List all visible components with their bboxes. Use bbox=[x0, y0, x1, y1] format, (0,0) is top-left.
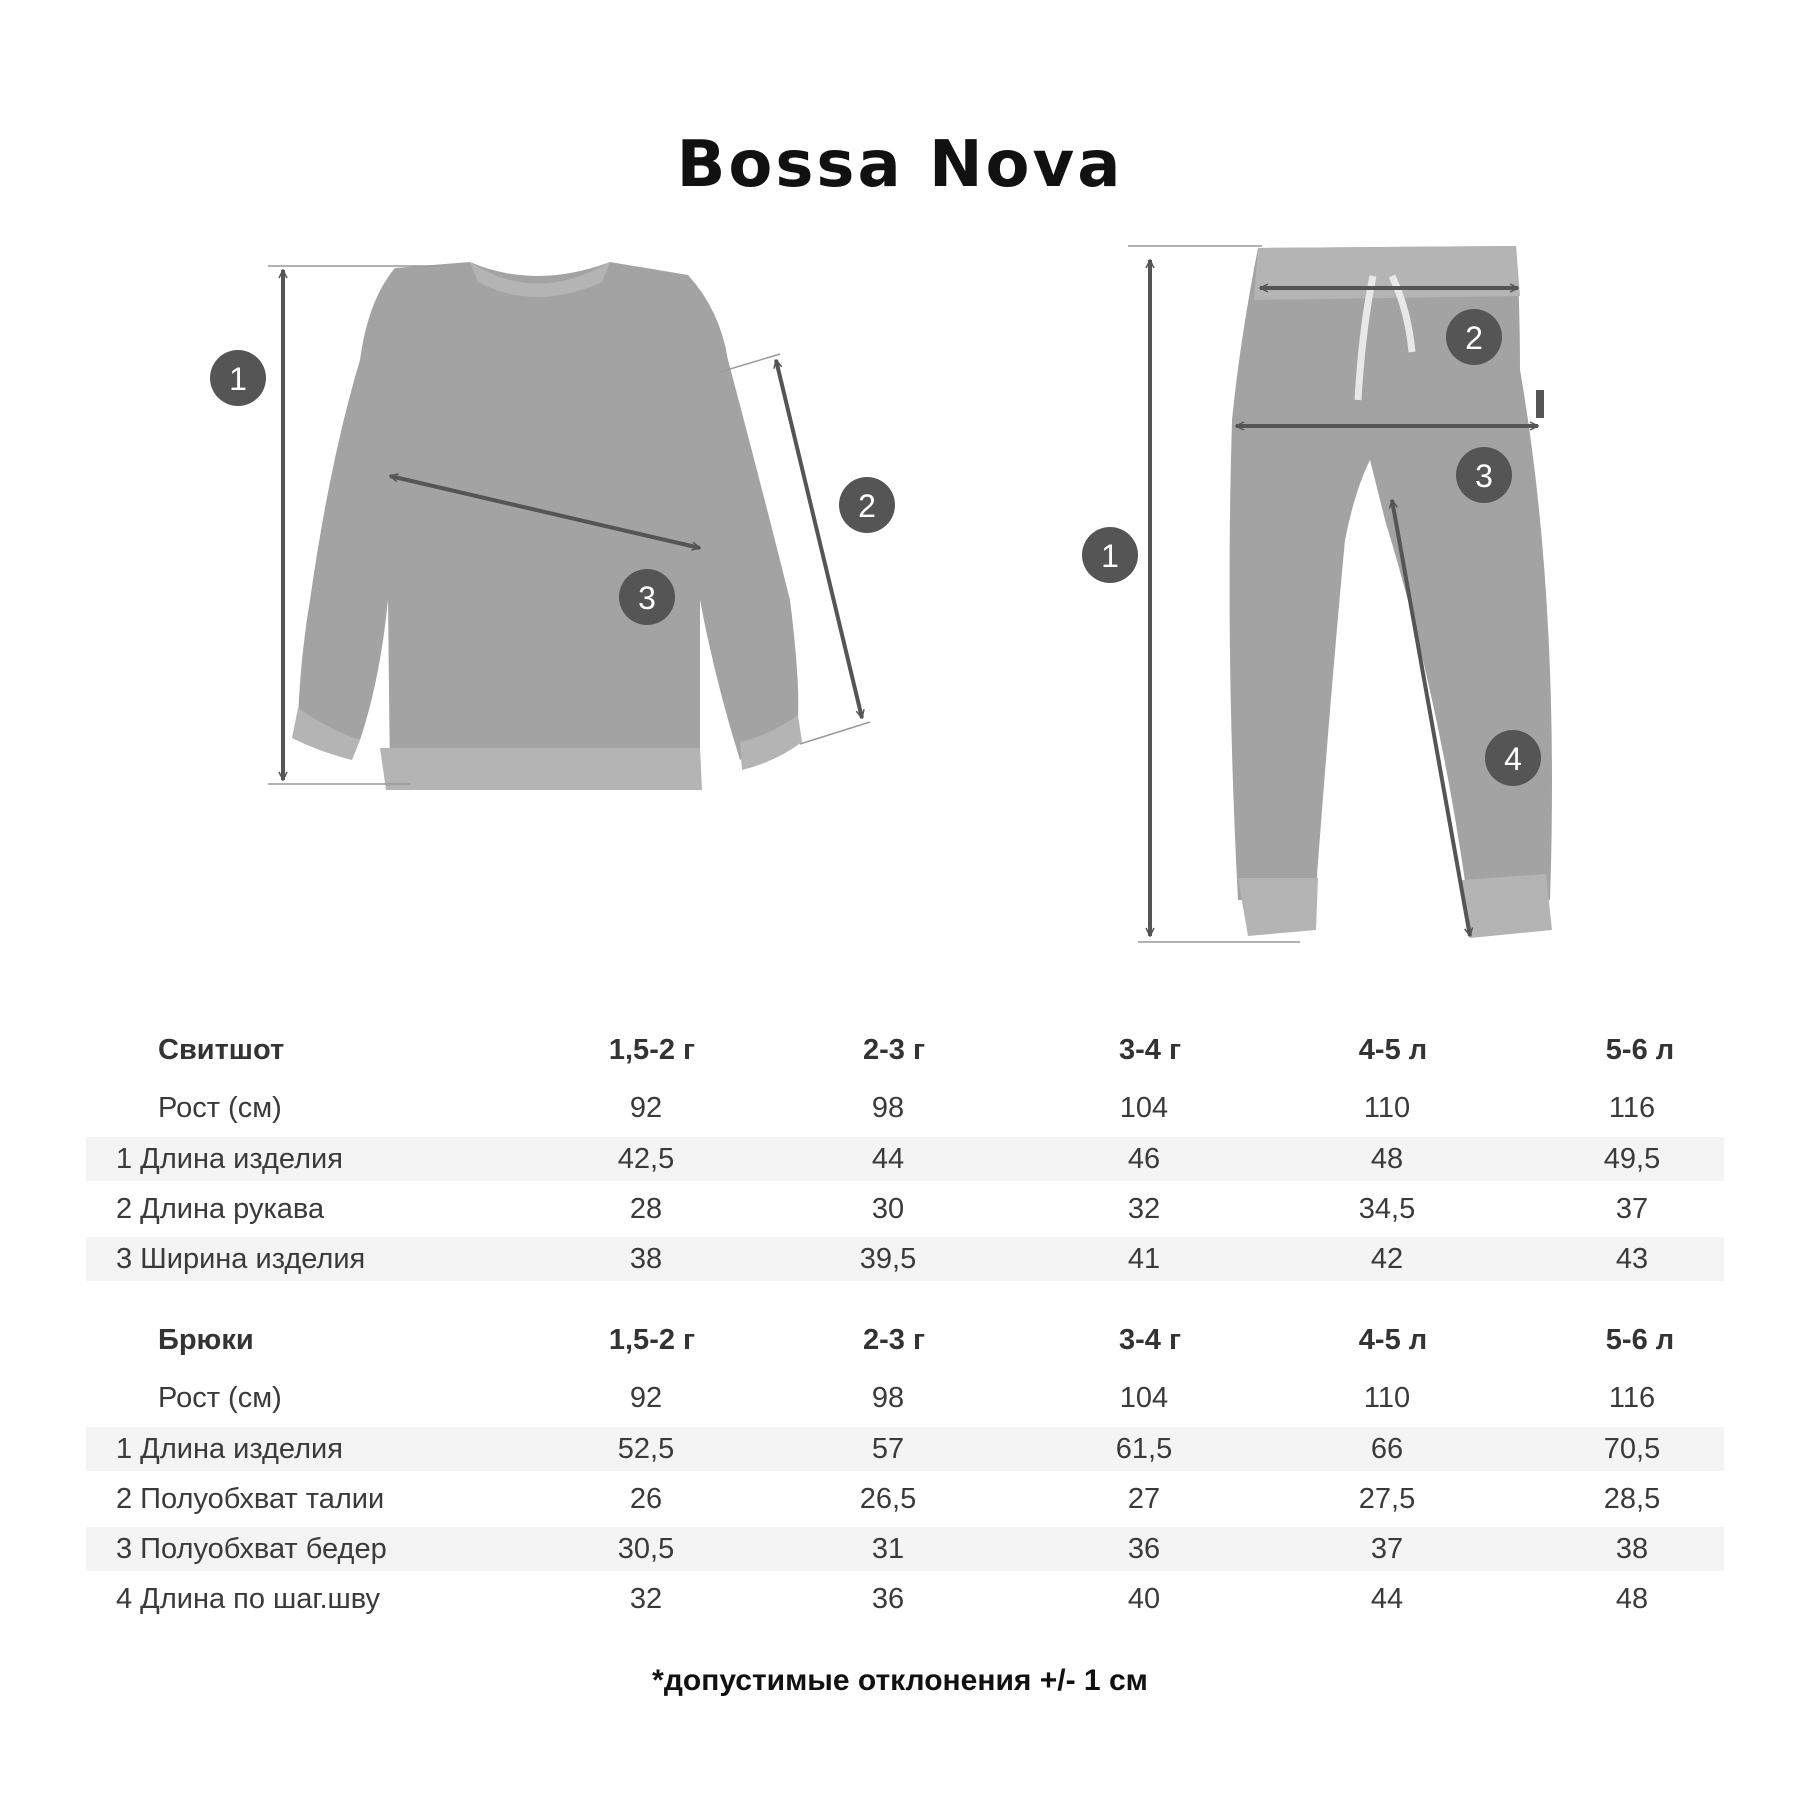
table-cell: 38 bbox=[629, 1243, 663, 1275]
badge-number: 3 bbox=[638, 580, 656, 616]
sweatshirt-image bbox=[292, 262, 802, 790]
table-cell: 66 bbox=[1370, 1433, 1404, 1465]
table-cell: 31 bbox=[871, 1533, 905, 1565]
table-row bbox=[86, 1181, 1724, 1237]
table-cell: 27 bbox=[1127, 1483, 1161, 1515]
table-cell: 42,5 bbox=[617, 1143, 675, 1175]
pants-badge-4 bbox=[1485, 730, 1541, 786]
tolerance-note: *допустимые отклонения +/- 1 см bbox=[652, 1664, 1148, 1697]
table-cell: 34,5 bbox=[1358, 1193, 1416, 1225]
table-cell: 36 bbox=[871, 1583, 905, 1615]
table-cell: 92 bbox=[629, 1092, 663, 1124]
size-header: 1,5-2 г bbox=[608, 1324, 696, 1356]
pants-height-row bbox=[86, 1369, 1724, 1427]
pants-badge-2 bbox=[1446, 309, 1502, 365]
table-row bbox=[86, 1237, 1724, 1281]
row-label: 1 Длина изделия bbox=[116, 1433, 343, 1465]
size-header: 4-5 л bbox=[1358, 1324, 1428, 1356]
table-cell: 70,5 bbox=[1603, 1433, 1661, 1465]
brand-title: Bossa Nova bbox=[676, 128, 1124, 202]
size-header: 2-3 г bbox=[862, 1324, 926, 1356]
table-cell: 32 bbox=[629, 1583, 663, 1615]
table-row bbox=[86, 1137, 1724, 1181]
size-header: 3-4 г bbox=[1118, 1034, 1182, 1066]
pants-title: Брюки bbox=[158, 1324, 254, 1356]
badge-number: 1 bbox=[1101, 538, 1119, 574]
row-label: 3 Полуобхват бедер bbox=[116, 1533, 387, 1565]
pants-header-row bbox=[86, 1311, 1724, 1369]
table-cell: 116 bbox=[1608, 1382, 1656, 1414]
table-cell: 110 bbox=[1363, 1092, 1411, 1124]
table-cell: 110 bbox=[1363, 1382, 1411, 1414]
pants-image bbox=[1230, 246, 1552, 938]
sweatshirt-badge-1 bbox=[210, 350, 266, 406]
sweatshirt-height-row bbox=[86, 1079, 1724, 1137]
table-cell: 44 bbox=[871, 1143, 905, 1175]
table-row bbox=[86, 1471, 1724, 1527]
table-cell: 28 bbox=[629, 1193, 663, 1225]
row-label: 4 Длина по шаг.шву bbox=[116, 1583, 381, 1615]
table-cell: 46 bbox=[1127, 1143, 1161, 1175]
sweatshirt-header-row bbox=[86, 1021, 1724, 1079]
sweatshirt-badge-2 bbox=[839, 477, 895, 533]
badge-number: 3 bbox=[1475, 458, 1493, 494]
table-cell: 48 bbox=[1370, 1143, 1404, 1175]
table-cell: 28,5 bbox=[1603, 1483, 1661, 1515]
sweatshirt-badge-3 bbox=[619, 569, 675, 625]
table-cell: 52,5 bbox=[617, 1433, 675, 1465]
table-cell: 104 bbox=[1119, 1092, 1169, 1124]
table-cell: 57 bbox=[871, 1433, 905, 1465]
table-cell: 48 bbox=[1615, 1583, 1649, 1615]
table-cell: 27,5 bbox=[1358, 1483, 1416, 1515]
table-cell: 36 bbox=[1127, 1533, 1161, 1565]
table-cell: 92 bbox=[629, 1382, 663, 1414]
table-cell: 43 bbox=[1615, 1243, 1649, 1275]
badge-number: 2 bbox=[858, 488, 876, 524]
badge-number: 1 bbox=[229, 361, 247, 397]
table-cell: 30 bbox=[871, 1193, 905, 1225]
pants-badge-3 bbox=[1456, 447, 1512, 503]
badge-number: 4 bbox=[1504, 741, 1522, 777]
table-row bbox=[86, 1527, 1724, 1571]
table-cell: 30,5 bbox=[617, 1533, 675, 1565]
size-header: 4-5 л bbox=[1358, 1034, 1428, 1066]
table-cell: 26,5 bbox=[859, 1483, 917, 1515]
pants-badge-1 bbox=[1082, 527, 1138, 583]
table-cell: 38 bbox=[1615, 1533, 1649, 1565]
pants-size-table bbox=[86, 1311, 1724, 1627]
row-label: 2 Полуобхват талии bbox=[116, 1483, 385, 1515]
row-label: 3 Ширина изделия bbox=[116, 1243, 366, 1275]
table-cell: 61,5 bbox=[1115, 1433, 1173, 1465]
badge-number: 2 bbox=[1465, 320, 1483, 356]
table-cell: 26 bbox=[629, 1483, 663, 1515]
table-cell: 41 bbox=[1127, 1243, 1161, 1275]
table-cell: 49,5 bbox=[1603, 1143, 1661, 1175]
row-label: Рост (см) bbox=[158, 1092, 282, 1124]
size-header: 5-6 л bbox=[1605, 1324, 1675, 1356]
table-cell: 39,5 bbox=[859, 1243, 917, 1275]
table-row bbox=[86, 1571, 1724, 1627]
table-cell: 37 bbox=[1615, 1193, 1649, 1225]
size-header: 2-3 г bbox=[862, 1034, 926, 1066]
table-cell: 40 bbox=[1127, 1583, 1161, 1615]
table-cell: 37 bbox=[1370, 1533, 1404, 1565]
table-cell: 42 bbox=[1370, 1243, 1404, 1275]
table-cell: 32 bbox=[1127, 1193, 1161, 1225]
row-label: 1 Длина изделия bbox=[116, 1143, 343, 1175]
table-cell: 98 bbox=[871, 1092, 905, 1124]
row-label: Рост (см) bbox=[158, 1382, 282, 1414]
table-cell: 116 bbox=[1608, 1092, 1656, 1124]
table-cell: 98 bbox=[871, 1382, 905, 1414]
table-row bbox=[86, 1427, 1724, 1471]
table-cell: 104 bbox=[1119, 1382, 1169, 1414]
sweatshirt-title: Свитшот bbox=[158, 1034, 285, 1066]
table-cell: 44 bbox=[1370, 1583, 1404, 1615]
size-header: 1,5-2 г bbox=[608, 1034, 696, 1066]
size-header: 3-4 г bbox=[1118, 1324, 1182, 1356]
row-label: 2 Длина рукава bbox=[116, 1193, 325, 1225]
sweatshirt-size-table bbox=[86, 1021, 1724, 1281]
size-header: 5-6 л bbox=[1605, 1034, 1675, 1066]
